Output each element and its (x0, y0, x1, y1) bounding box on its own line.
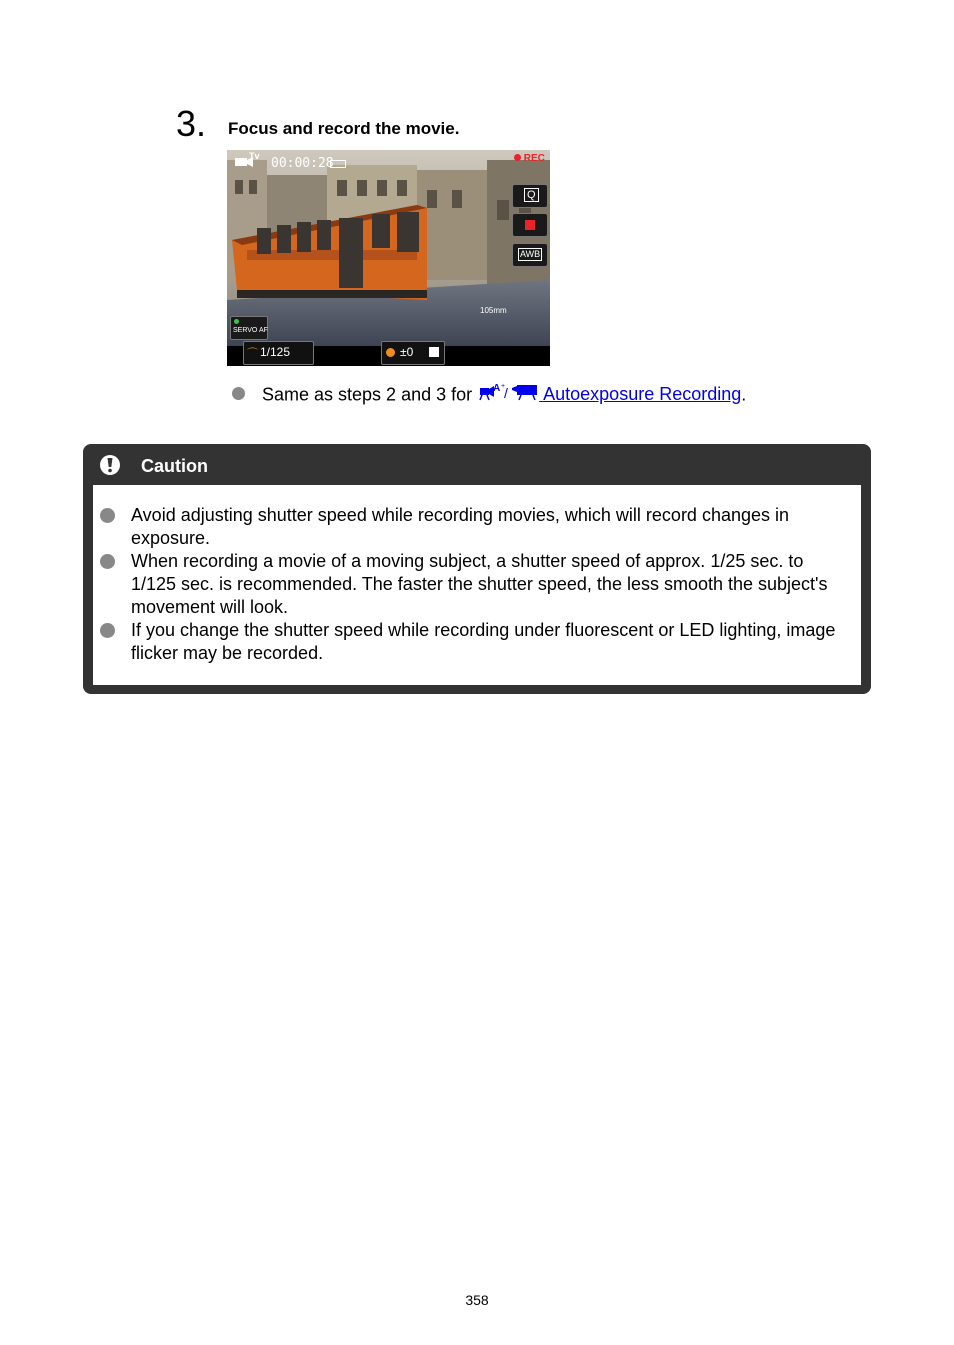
svg-text:+: + (501, 383, 506, 390)
af-method-button[interactable]: SERVO AF (230, 316, 268, 340)
timecode: 00:00:28 (271, 156, 334, 171)
stop-icon (525, 220, 535, 230)
exposure-comp-icon (429, 347, 439, 357)
step-number: 3. (176, 103, 207, 144)
white-balance-button[interactable]: AWB (512, 243, 548, 267)
bullet-dot (232, 387, 245, 400)
stop-record-button[interactable] (512, 213, 548, 237)
shutter-speed-button[interactable]: ⌒ 1/125 (243, 341, 314, 365)
caution-header (83, 444, 871, 486)
caution-body (93, 485, 861, 685)
caution-title: Caution (141, 456, 208, 476)
page-number: 358 (465, 1292, 489, 1308)
warning-icon (99, 454, 121, 481)
rec-indicator: REC (514, 153, 545, 164)
battery-icon (330, 160, 346, 168)
exposure-comp-button[interactable]: ±0 (381, 341, 445, 365)
mode-label: Tv (249, 151, 260, 161)
tram-scene-illustration (227, 150, 550, 366)
bullet-dot (100, 554, 115, 569)
bullet-prefix: Same as steps 2 and 3 for (262, 384, 478, 405)
svg-text:/: / (504, 385, 509, 401)
caution-item-3: If you change the shutter speed while recording under fluorescent or LED lighting, image flicker may be recorded. (131, 620, 836, 663)
caution-box (83, 444, 871, 694)
autoexposure-link-text: Autoexposure Recording (539, 384, 742, 405)
bullet-dot (100, 508, 115, 523)
bullet-line (232, 383, 746, 408)
quick-menu-button[interactable]: Q (512, 184, 548, 208)
autoexposure-link[interactable] (477, 384, 741, 404)
caution-item-2: When recording a movie of a moving subject, a shutter speed of approx. 1/25 sec. to 1/125 sec. is recommended. The faster the shutter speed, the less smooth the subject's movement will look. (131, 551, 828, 617)
caution-item-1: Avoid adjusting shutter speed while recording movies, which will record changes in exposure. (131, 505, 790, 548)
focal-length: 105mm (480, 306, 507, 315)
camera-screen-image (227, 150, 550, 366)
step-title: Focus and record the movie. (228, 119, 460, 138)
bullet-suffix: . (741, 384, 747, 405)
svg-text:A: A (493, 383, 501, 394)
movie-auto-icon (477, 381, 539, 406)
bullet-dot (100, 623, 115, 638)
